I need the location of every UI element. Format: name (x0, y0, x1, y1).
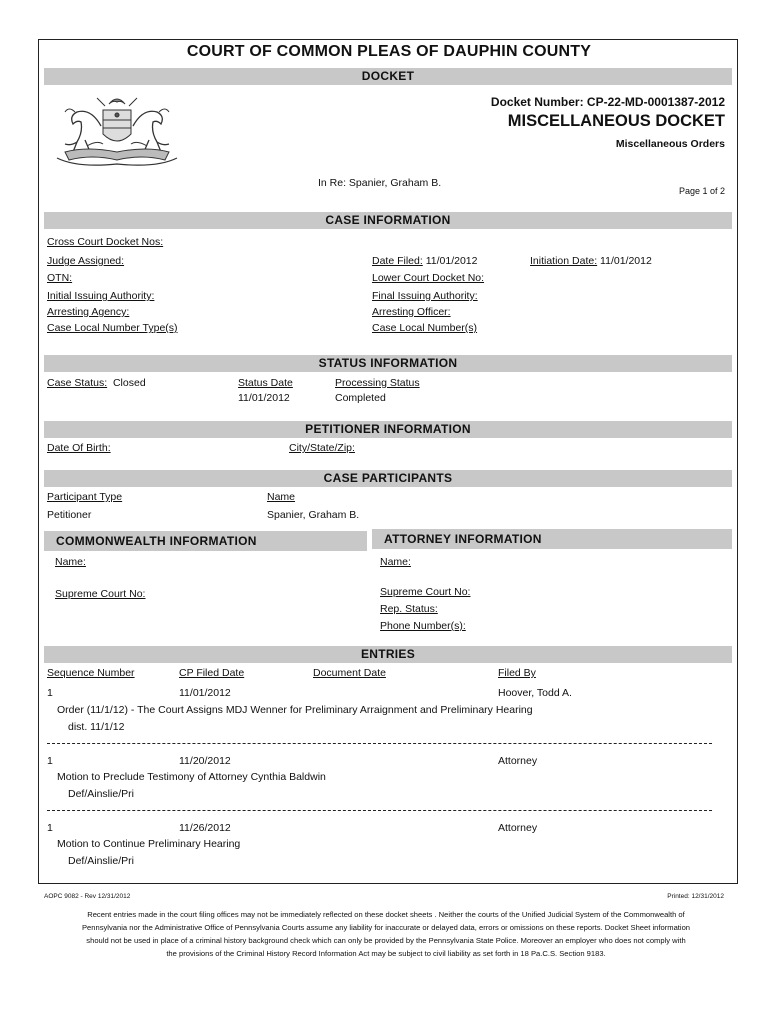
participant-name: Spanier, Graham B. (267, 509, 360, 521)
document-date-header: Document Date (313, 667, 386, 679)
commonwealth-information-bar: COMMONWEALTH INFORMATION (44, 531, 367, 551)
case-status (47, 377, 146, 389)
arresting-officer-label: Arresting Officer: (372, 306, 451, 318)
entry-note: Def/Ainslie/Pri (68, 855, 134, 867)
processing-status-value: Completed (335, 392, 386, 404)
initiation-date (530, 255, 652, 267)
phone-numbers-label: Phone Number(s): (380, 620, 466, 632)
entries-bar: ENTRIES (44, 646, 732, 663)
entry-description: Order (11/1/12) - The Court Assigns MDJ Wenner for Preliminary Arraignment and Preliminary Hearing (57, 704, 533, 716)
entry-seq: 1 (47, 822, 53, 834)
court-title: COURT OF COMMON PLEAS OF DAUPHIN COUNTY (186, 43, 592, 60)
status-information-bar: STATUS INFORMATION (44, 355, 732, 372)
entry-cp-filed: 11/01/2012 (179, 687, 231, 699)
date-filed (372, 255, 477, 267)
docket-type: MISCELLANEOUS DOCKET (507, 112, 725, 130)
filed-by-header: Filed By (498, 667, 536, 679)
entry-seq: 1 (47, 755, 53, 767)
entry-cp-filed: 11/20/2012 (179, 755, 231, 767)
otn-label: OTN: (47, 272, 73, 284)
city-state-zip-label: City/State/Zip: (289, 442, 355, 454)
page-number: Page 1 of 2 (678, 186, 725, 196)
pennsylvania-coat-of-arms-icon (47, 90, 187, 172)
initial-issuing-authority-label: Initial Issuing Authority: (47, 290, 155, 302)
entry-note: Def/Ainslie/Pri (68, 788, 134, 800)
initiation-date-label: Initiation Date: (530, 255, 598, 267)
docket-subtype: Miscellaneous Orders (615, 138, 725, 150)
commonwealth-supreme-court-label: Supreme Court No: (55, 588, 146, 600)
cross-court-docket-label: Cross Court Docket Nos: (47, 236, 164, 248)
status-date-label: Status Date (238, 377, 293, 389)
arresting-agency-label: Arresting Agency: (47, 306, 130, 318)
entry-description: Motion to Continue Preliminary Hearing (57, 838, 241, 850)
disclaimer: Recent entries made in the court filing offices may not be immediately reflected on these docket sheets . Neither the courts of the Unified Judicial System of the Commonwealth of Pennsylvania nor the Administrative Office of Pennsylvania Courts assume any liability for inaccurate or delayed data, errors or omissions on these reports. Docket Sheet information should not be used in place of a criminal history background check which can only be provided by the Pennsylvania State Police. Moreover an employer who does not comply with the provisions of the Criminal History Record Information Act may be subject to civil liability as set forth in 18 Pa.C.S. Section 9183. (81, 910, 691, 958)
lower-court-docket-label: Lower Court Docket No: (372, 272, 485, 284)
case-local-numbers-label: Case Local Number(s) (372, 322, 478, 334)
case-participants-bar: CASE PARTICIPANTS (44, 470, 732, 487)
case-status-label: Case Status: (47, 377, 108, 389)
commonwealth-name-label: Name: (55, 556, 86, 568)
entry-filed-by: Hoover, Todd A. (498, 687, 572, 699)
attorney-supreme-court-label: Supreme Court No: (380, 586, 471, 598)
status-date-value: 11/01/2012 (238, 392, 290, 404)
attorney-information-bar: ATTORNEY INFORMATION (372, 529, 732, 549)
date-of-birth-label: Date Of Birth: (47, 442, 111, 454)
rep-status-label: Rep. Status: (380, 603, 438, 615)
cp-filed-date-header: CP Filed Date (179, 667, 245, 679)
docket-number: Docket Number: CP-22-MD-0001387-2012 (490, 95, 725, 109)
entry-cp-filed: 11/26/2012 (179, 822, 231, 834)
judge-assigned-label: Judge Assigned: (47, 255, 125, 267)
entry-filed-by: Attorney (498, 822, 538, 834)
entry-description: Motion to Preclude Testimony of Attorney Cynthia Baldwin (57, 771, 326, 783)
petitioner-information-bar: PETITIONER INFORMATION (44, 421, 732, 438)
entry-divider (47, 810, 712, 811)
case-local-number-type-label: Case Local Number Type(s) (47, 322, 178, 334)
participant-name-header: Name (267, 491, 296, 503)
entry-filed-by: Attorney (498, 755, 538, 767)
entry-divider (47, 743, 712, 744)
participant-type: Petitioner (47, 509, 92, 521)
participant-type-header: Participant Type (47, 491, 123, 503)
initiation-date-value: 11/01/2012 (600, 255, 652, 267)
printed-date: Printed: 12/31/2012 (667, 893, 724, 900)
date-filed-value: 11/01/2012 (425, 255, 478, 267)
final-issuing-authority-label: Final Issuing Authority: (372, 290, 478, 302)
date-filed-label: Date Filed: (372, 255, 423, 267)
in-re: In Re: Spanier, Graham B. (318, 177, 442, 189)
case-information-bar: CASE INFORMATION (44, 212, 732, 229)
case-status-value: Closed (112, 377, 146, 389)
docket-bar: DOCKET (44, 68, 732, 85)
sequence-number-header: Sequence Number (47, 667, 135, 679)
docket-frame (38, 39, 738, 884)
processing-status-label: Processing Status (335, 377, 420, 389)
entry-note: dist. 11/1/12 (68, 721, 125, 733)
attorney-name-label: Name: (380, 556, 411, 568)
entry-seq: 1 (47, 687, 53, 699)
form-id: AOPC 9082 - Rev 12/31/2012 (44, 893, 131, 900)
